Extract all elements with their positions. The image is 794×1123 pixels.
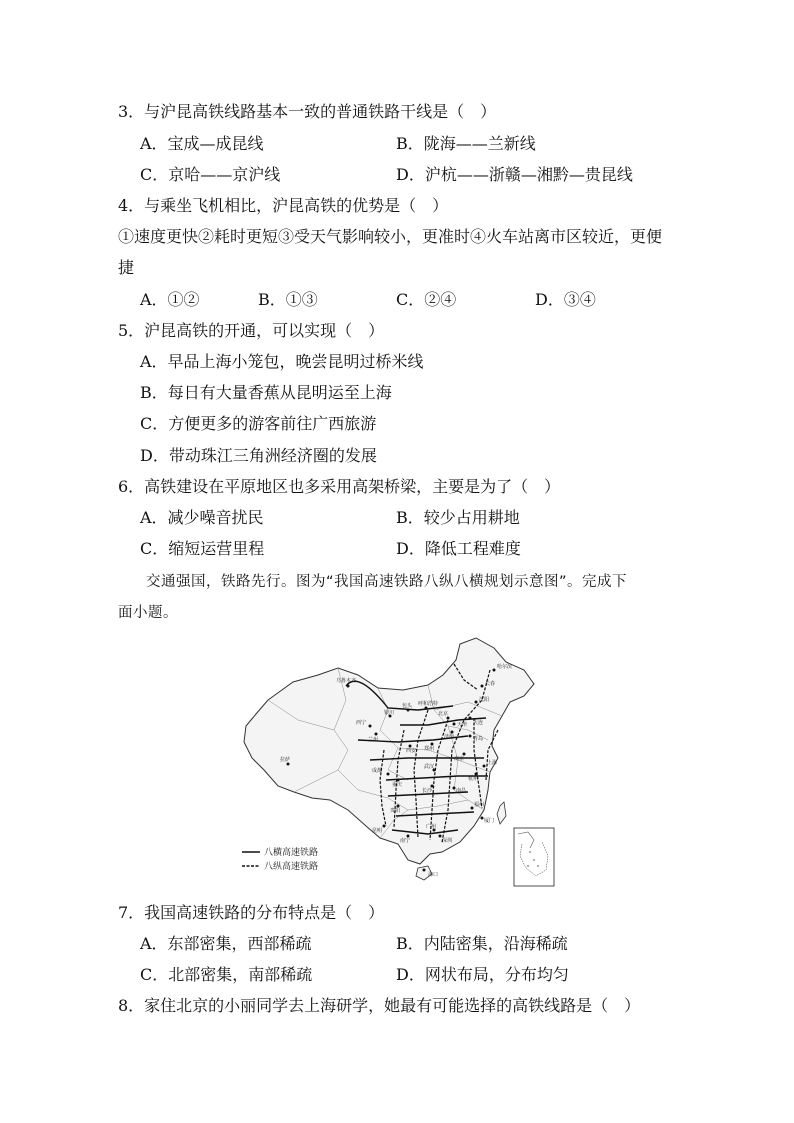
q5-option-d: D．带动珠江三角洲经济圈的发展 — [140, 446, 377, 465]
city-label: 长春 — [485, 681, 496, 687]
q5-stem: 5．沪昆高铁的开通，可以实现（ ） — [118, 321, 385, 340]
city-label: 拉萨 — [280, 757, 291, 763]
q7-option-a: A．东部密集，西部稀疏 — [140, 934, 312, 953]
city-label: 上海 — [487, 760, 498, 766]
city-label: 乌鲁木齐 — [336, 678, 357, 684]
city-label: 厦门 — [484, 818, 495, 824]
passage-line1: 交通强国，铁路先行。图为“我国高速铁路八纵八横规划示意图”。完成下 — [146, 574, 628, 590]
taiwan-island — [497, 802, 506, 824]
city-label: 西安 — [406, 748, 417, 754]
china-outline — [244, 638, 534, 864]
q3-option-b: B．陇海——兰新线 — [396, 134, 536, 153]
q5-option-b: B．每日有大量香蕉从昆明运至上海 — [140, 383, 392, 402]
q5-option-a: A．早品上海小笼包，晚尝昆明过桥米线 — [140, 352, 424, 371]
city-label: 郑州 — [424, 746, 435, 752]
city-label: 海口 — [428, 872, 439, 878]
city-label: 南昌 — [456, 788, 467, 794]
q4-option-a: A．①② — [140, 290, 200, 309]
q4-option-c: C．②④ — [396, 290, 457, 309]
q7-stem: 7．我国高速铁路的分布特点是（ ） — [118, 903, 385, 922]
city-label: 大连 — [473, 720, 484, 726]
q8-stem: 8．家住北京的小丽同学去上海研学，她最有可能选择的高铁线路是（ ） — [118, 996, 641, 1015]
q6-option-b: B．较少占用耕地 — [396, 508, 520, 527]
city-label: 南宁 — [400, 838, 411, 844]
city-label: 长沙 — [422, 788, 433, 794]
q3-option-a: A．宝成—成昆线 — [140, 134, 264, 153]
map-legend — [242, 846, 318, 872]
city-label: 包头 — [402, 703, 413, 709]
q4-statements-line2: 捷 — [118, 258, 135, 277]
city-label: 哈尔滨 — [497, 664, 513, 670]
city-label: 北京 — [438, 711, 449, 717]
city-label: 南京 — [454, 756, 465, 762]
city-label: 贵阳 — [390, 808, 401, 814]
q6-stem: 6．高铁建设在平原地区也多采用高架桥梁，主要是为了（ ） — [118, 477, 561, 496]
city-label: 武汉 — [424, 764, 435, 770]
q4-option-d: D．③④ — [535, 290, 596, 309]
passage-line2: 面小题。 — [118, 605, 178, 621]
city-label: 兰州 — [368, 737, 379, 743]
city-label: 济南 — [444, 734, 455, 740]
city-label: 天津 — [457, 722, 468, 728]
city-label: 重庆 — [392, 782, 403, 788]
railway-map-svg — [238, 630, 558, 890]
legend-vertical-label: 八纵高速铁路 — [264, 862, 319, 872]
railway-map — [238, 630, 558, 890]
city-label: 银川 — [384, 710, 395, 716]
q5-option-c: C．方便更多的游客前往广西旅游 — [140, 414, 377, 433]
q3-option-d: D．沪杭——浙赣—湘黔—贵昆线 — [396, 165, 633, 184]
south-china-sea-inset — [514, 828, 554, 886]
city-label: 呼和浩特 — [418, 701, 439, 707]
q3-stem: 3．与沪昆高铁线路基本一致的普通铁路干线是（ ） — [118, 102, 497, 121]
q4-stem: 4．与乘坐飞机相比，沪昆高铁的优势是（ ） — [118, 196, 449, 215]
city-label: 福州 — [474, 802, 485, 808]
q7-option-d: D．网状布局，分布均匀 — [396, 965, 569, 984]
q7-option-b: B．内陆密集，沿海稀疏 — [396, 934, 568, 953]
city-label: 西宁 — [356, 720, 367, 726]
city-label: 广州 — [426, 824, 437, 830]
q4-option-b: B．①③ — [258, 290, 318, 309]
city-label: 昆明 — [372, 828, 383, 834]
city-label: 沈阳 — [479, 697, 490, 703]
q4-statements-line1: ①速度更快②耗时更短③受天气影响较小，更准时④火车站离市区较近，更便 — [118, 227, 663, 246]
q6-option-c: C．缩短运营里程 — [140, 539, 265, 558]
q7-option-c: C．北部密集，南部稀疏 — [140, 965, 313, 984]
q3-option-c: C．京哈——京沪线 — [140, 165, 281, 184]
city-label: 青岛 — [473, 736, 484, 742]
city-label: 杭州 — [468, 776, 479, 782]
q6-option-a: A．减少噪音扰民 — [140, 508, 264, 527]
city-label: 成都 — [372, 768, 383, 774]
legend-horizontal-label: 八横高速铁路 — [264, 848, 319, 858]
q6-option-d: D．降低工程难度 — [396, 539, 521, 558]
city-label: 深圳 — [442, 838, 453, 844]
